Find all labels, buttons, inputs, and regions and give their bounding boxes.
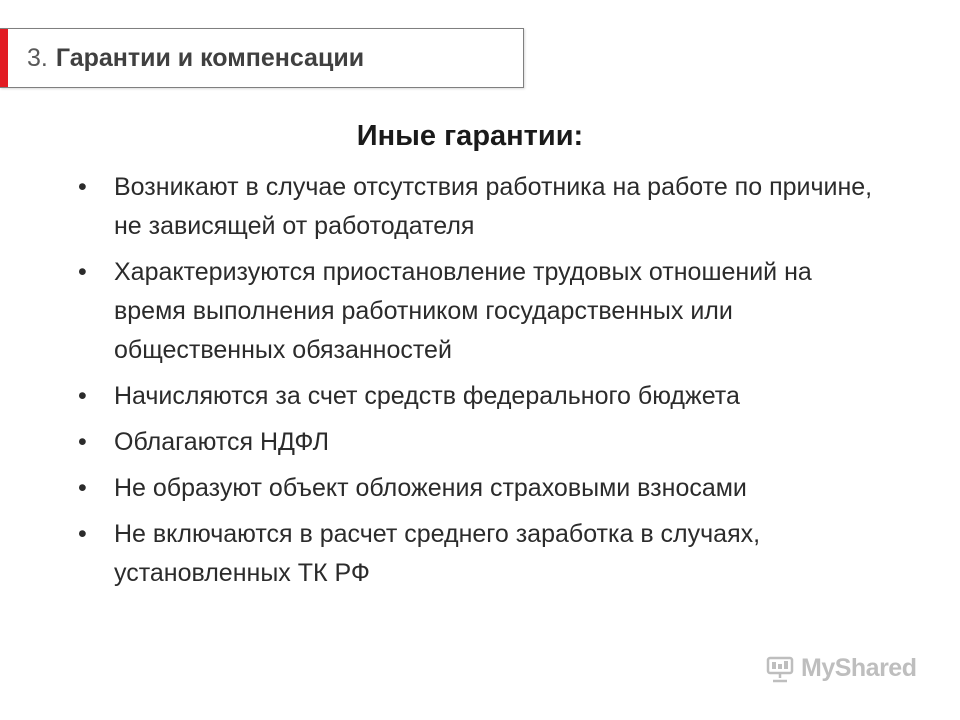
bullet-list bbox=[78, 168, 878, 600]
header-accent-bar bbox=[0, 29, 8, 87]
bullet-dot-icon: • bbox=[78, 520, 87, 548]
watermark-text: MyShared bbox=[801, 654, 917, 682]
bullet-item bbox=[78, 423, 878, 462]
section-title: Иные гарантии: bbox=[356, 120, 584, 152]
bullet-dot-icon: • bbox=[78, 382, 87, 410]
watermark bbox=[765, 654, 916, 683]
bullet-item bbox=[78, 253, 878, 370]
bullet-dot-icon: • bbox=[78, 258, 87, 286]
bullet-item bbox=[78, 168, 878, 246]
presentation-board-icon bbox=[765, 655, 795, 683]
bullet-text: Не образуют объект обложения страховыми взносами bbox=[114, 474, 747, 502]
bullet-dot-icon: • bbox=[78, 428, 87, 456]
bullet-dot-icon: • bbox=[78, 173, 87, 201]
bullet-text: Не включаются в расчет среднего заработка в случаях, установленных ТК РФ bbox=[114, 520, 761, 587]
header-number: 3. bbox=[27, 43, 48, 72]
header-title: Гарантии и компенсации bbox=[55, 43, 365, 72]
bullet-item bbox=[78, 515, 878, 593]
bullet-item bbox=[78, 469, 878, 508]
bullet-text: Начисляются за счет средств федерального бюджета bbox=[114, 382, 740, 410]
header-banner bbox=[0, 28, 524, 88]
bullet-dot-icon: • bbox=[78, 474, 87, 502]
bullet-text: Возникают в случае отсутствия работника на работе по причине, не зависящей от работодателя bbox=[114, 173, 873, 240]
bullet-text: Характеризуются приостановление трудовых отношений на время выполнения работником государственных или общественных обязанностей bbox=[114, 258, 812, 364]
bullet-text: Облагаются НДФЛ bbox=[114, 428, 329, 456]
bullet-item bbox=[78, 377, 878, 416]
header-text bbox=[27, 29, 364, 87]
